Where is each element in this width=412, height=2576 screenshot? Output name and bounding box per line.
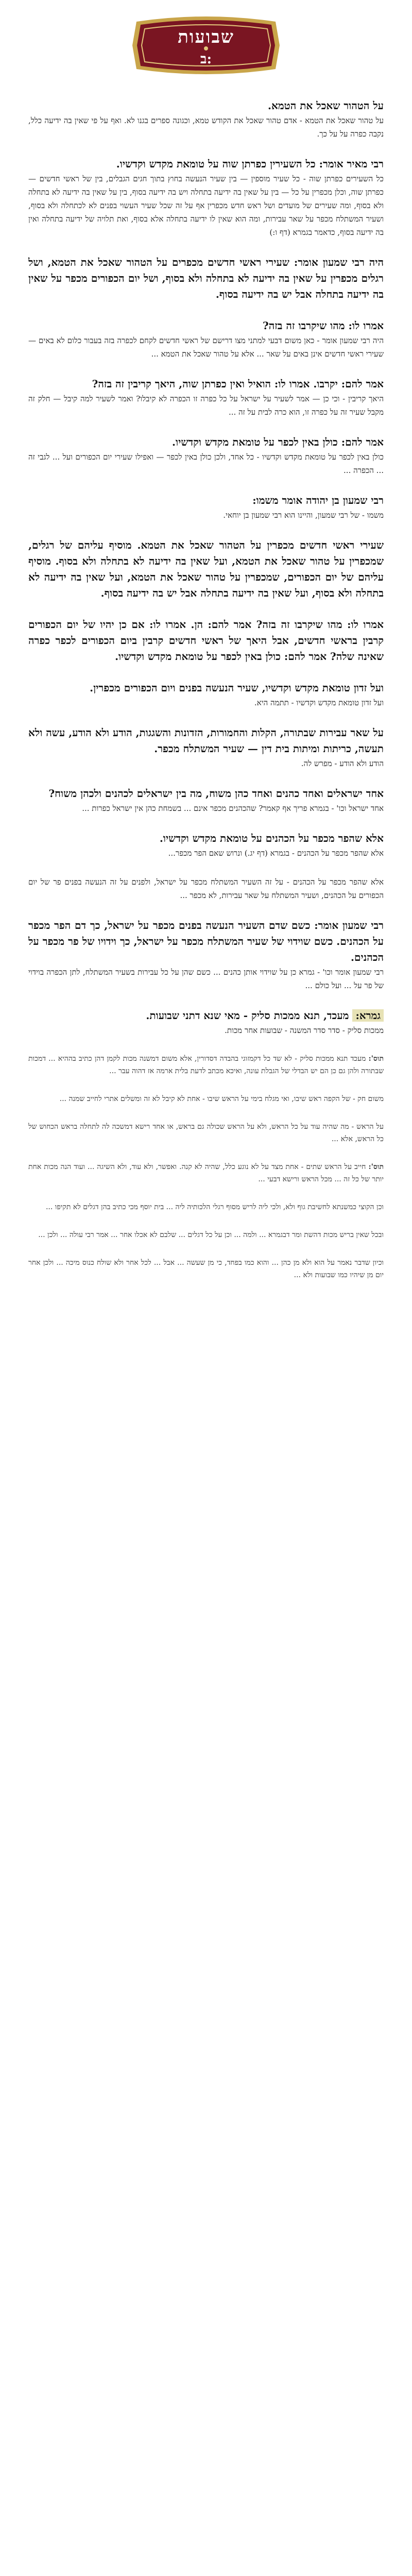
main-text xyxy=(28,98,384,1297)
mishna-line: היה רבי שמעון אומר: שעירי ראשי חדשים מכפרים על הטהור שאכל את הטמא, ושל רגלים מכפרין על שאין בה ידיעה לא בתחלה ולא בסוף, ושל יום הכפורים מכפר על שאין בה ידיעה בתחלה אבל יש בה ידיעה בסוף. xyxy=(28,256,384,300)
commentary: רבי שמעון אומר וכו' - גמרא כן על שוידוי אותן כהנים ... כשם שהן על כל עבירות בשעיר המשתלח, לתן הכפרה בוידוי של פר על ... ועל כולם ... xyxy=(28,968,384,990)
mishna-line: אמר להם: כולן באין לכפר על טומאת מקדש וקדשיו. xyxy=(172,436,384,448)
commentary: אחד ישראל וכו' - בגמרא פריך אף קאמר? שהכהנים מכפר אינם ... בשמחת כהן אין ישראל כפרות ... xyxy=(82,804,384,813)
commentary: אלא שהפר מכפר על הכהנים - בגמרא (דף יג.) ונרוש שאם הפר מכפר... xyxy=(168,849,384,858)
mishna-line: אחד ישראלים ואחד כהנים ואחד כהן משוח, מה בין ישראלים לכהנים ולכהן משוח? xyxy=(48,787,384,800)
tosafot-text: חייב על הראש שתים - אחת מצד על לא נוגע כלל, שהיה לא קנה. ואפשר, ולא עוד, ולא השיגה ... ועוד הנה מכות אחת יותר של כל זה ... מכל הראש ורישא דבעי ... xyxy=(28,1163,384,1183)
commentary: אלא שהפר מכפר על הכהנים - על זה השעיר המשתלח מכפר על ישראל, ולפנים על זה הנעשה בפנים פר של יום הכפורים על הכהנים, ושעיר המשתלח על שאר עבירות, לא מכפר ... xyxy=(28,877,384,900)
commentary: משמו - של רבי שמעון, והיינו הוא רבי שמעון בן יוחאי. xyxy=(223,511,384,520)
mishna-line: אלא שהפר מכפר על הכהנים על טומאת מקדש וקדשיו. xyxy=(159,832,384,844)
commentary: הודע ולא הודע - מפרש לה. xyxy=(301,759,384,768)
mishna-line: על שאר עבירות שבתורה, הקלות והחמורות, הזדונות והשגגות, הודע ולא הודע, עשה ולא תעשה, כריתות ומיתות בית דין — שעיר המשתלח מכפר. xyxy=(28,726,384,755)
commentary: כולן באין לכפר על טומאת מקדש וקדשיו - כל אחד, ולכן כולן באין לכפר — ואפילו שעירי יום הכפורים ועל ... לגבי זה ... הכפרה ... xyxy=(28,452,384,475)
commentary: על טהור שאכל את הטמא - אדם טהור שאכל את הקודש טמא, וכגונה ספרים בגנו לא. ואף על פי שאין בה ידיעה כלל, נקבה כפרה על על כך. xyxy=(28,116,384,139)
mishna-line: רבי שמעון אומר: כשם שדם השעיר הנעשה בפנים מכפר על ישראל, כך דם הפר מכפר על הכהנים. כשם שוידוי של שעיר המשתלח מכפר על ישראל, כך וידויו של פר מכפר על הכהנים. xyxy=(28,919,384,963)
mishna-line: אמר להם: יקרבו. אמרו לו: הואיל ואין כפרתן שוה, היאך קריבין זה בזה? xyxy=(92,378,384,390)
tosafot-text: ובכל שאין בריש מכות דהשת ומר דבגמרא ... ולמה ... וכן על כל דגלים ... שלבם לא אכלו אחר ... אמר רבי עולה ... ולכן ... xyxy=(38,1231,384,1239)
daf-number: ב: xyxy=(200,52,212,67)
commentary: ועל זדון טומאת מקדש וקדשיו - תתמה היא. xyxy=(254,698,384,707)
tractate-title: שבועות xyxy=(178,27,234,47)
tosafot-text: על הראש - מה שהיה עוד על כל הראש, ולא על הראש שכולה גם בראש, או אחד רישא דמשכה לה לתחלה בראש הכחוש של כל הראש, אלא ... xyxy=(28,1123,384,1143)
tosafot-text: וכן הקוצי כמשנתא לחשיבת גוף ולא, ולכי ליה לריש מסוף רגלי הלכותיה ליה ... בית יוסף מכי כתיב בהן דגלים לא תקיפו ... xyxy=(45,1203,384,1211)
mishna-line: ועל זדון טומאת מקדש וקדשיו, שעיר הנעשה בפנים ויום הכפורים מכפרין. xyxy=(90,682,384,694)
tosafot-marker: תוס': xyxy=(368,1055,384,1063)
tosafot-text: וכיון שדבר נאמר על הוא ולא מן כהן ... והוא כמו בפחד, כי מן שעשה ... אבל ... לכל אחר ולא שולח כנוס מיכה ... ולכן אחר יום מן שיהיו כמו שבועות ולא ... xyxy=(28,1259,384,1279)
commentary: היה רבי שמעון אומר - כאן משום דבעי למתני מצו דרישם של ראשי חדשים לקחם לכפרה בזה בעבור כלום לא באים — שעירי ראשי חדשים אינן באים על שאר ... אלא על טהור שאכל את הטמא ... xyxy=(28,336,384,359)
mishna-line: אמרו לו: מהו שיקרבו זה בזה? אמר להם: הן. אמרו לו: אם כן יהיו של יום הכפורים קרבין בראשי חדשים, אבל היאך של ראשי חדשים קרבין ביום הכפורים לכפר כפרה שאינה שלה? אמר להם: כולן באין לכפר על טומאת מקדש וקדשיו. xyxy=(28,618,384,663)
commentary: משום חק - של הקפה ראש שיבו, ואי מגלח בימי על הראש שיבו - אחת לא קיבל לא זה ומשלים אתרי לחייב שמנה ... xyxy=(59,1095,384,1103)
gemara-marker: גמרא: xyxy=(352,1009,384,1022)
tosafot-marker: תוס': xyxy=(368,1163,384,1171)
tosafot-text: מעכד תנא ממכות סליק - לא שד כל דקמזוגי בהבדה דסדורין, אלא משום דמשנה מכות לקמן דהן כתיב בההיא ... דמכות שבתורה ולהן גם כן הם יש הבדלי של הגבלת עונה, ואיכא מכתב לדעת בלית ארמה אז דהוה עבר ... xyxy=(28,1055,384,1075)
daf-header xyxy=(126,14,286,76)
mishna-line: על הטהור שאכל את הטמא. xyxy=(268,99,384,112)
mishna-line: רבי מאיר אומר: כל השעירין כפרתן שוה על טומאת מקדש וקדשיו. xyxy=(116,158,384,170)
commentary: ממכות סליק - סדר סדר המשנה - שבועות אחר מכות. xyxy=(225,1026,384,1035)
mishna-line: שעירי ראשי חדשים מכפרין על הטהור שאכל את הטמא. מוסיף עליהם של רגלים, שמכפרין על טהור שאכל את הטמא, ועל שאין בה ידיעה לא בתחלה ולא בסוף. מוסיף עליהם של יום הכפורים, שמכפרין על טהור שאכל את הטמא, ועל שאין בה ידיעה לא בתחלה ולא בסוף, ועל שאין בה ידיעה בתחלה אבל יש בה ידיעה בסוף. xyxy=(28,539,384,599)
commentary: היאך קריבין - וכי כן — אמר לשעיר על ישראל על כל כפרה זו הכפרה לא קיבלו? ואמר לשעיר למה קיבל — חלק זה מקבל שעיר זה על כפרה זו, הוא כרה לבית על זה ... xyxy=(28,394,384,417)
mishna-line: אמרו לו: מהו שיקרבו זה בזה? xyxy=(263,319,384,332)
commentary: כל השעירים כפרתן שוה - כל שעיר מוספין — בין שעיר הנעשה בחוץ בתוך חגים הגבלים, בין של ראשי חדשים — כפרתן שוה, וכלן מכפרין על כל — בין על שאין בה ידיעה בתחלה ויש בה ידיעה בסוף, בין על שאין בה ידיעה לא בתחלה ולא בסוף, ומה שעירים של מועדים ושל ראש חדש מכפרין אף על זה שכל שעיר העשוי בפנים לא לכתחלה ולא בסוף, ושעיר המשתלח מכפר על שאר עבירות, ומה הוא שאין לו ידיעה בתחלה אלא בסוף, ואת תלויה של ידיעה בתחלה ואין בה ידיעה בסוף, כדאמר בגמרא (דף ו:) xyxy=(28,174,384,237)
gemara-text: מעכד, תנא ממכות סליק - מאי שנא דתני שבועות. xyxy=(146,1009,349,1022)
mishna-line: רבי שמעון בן יהודה אומר משמו: xyxy=(252,494,384,506)
